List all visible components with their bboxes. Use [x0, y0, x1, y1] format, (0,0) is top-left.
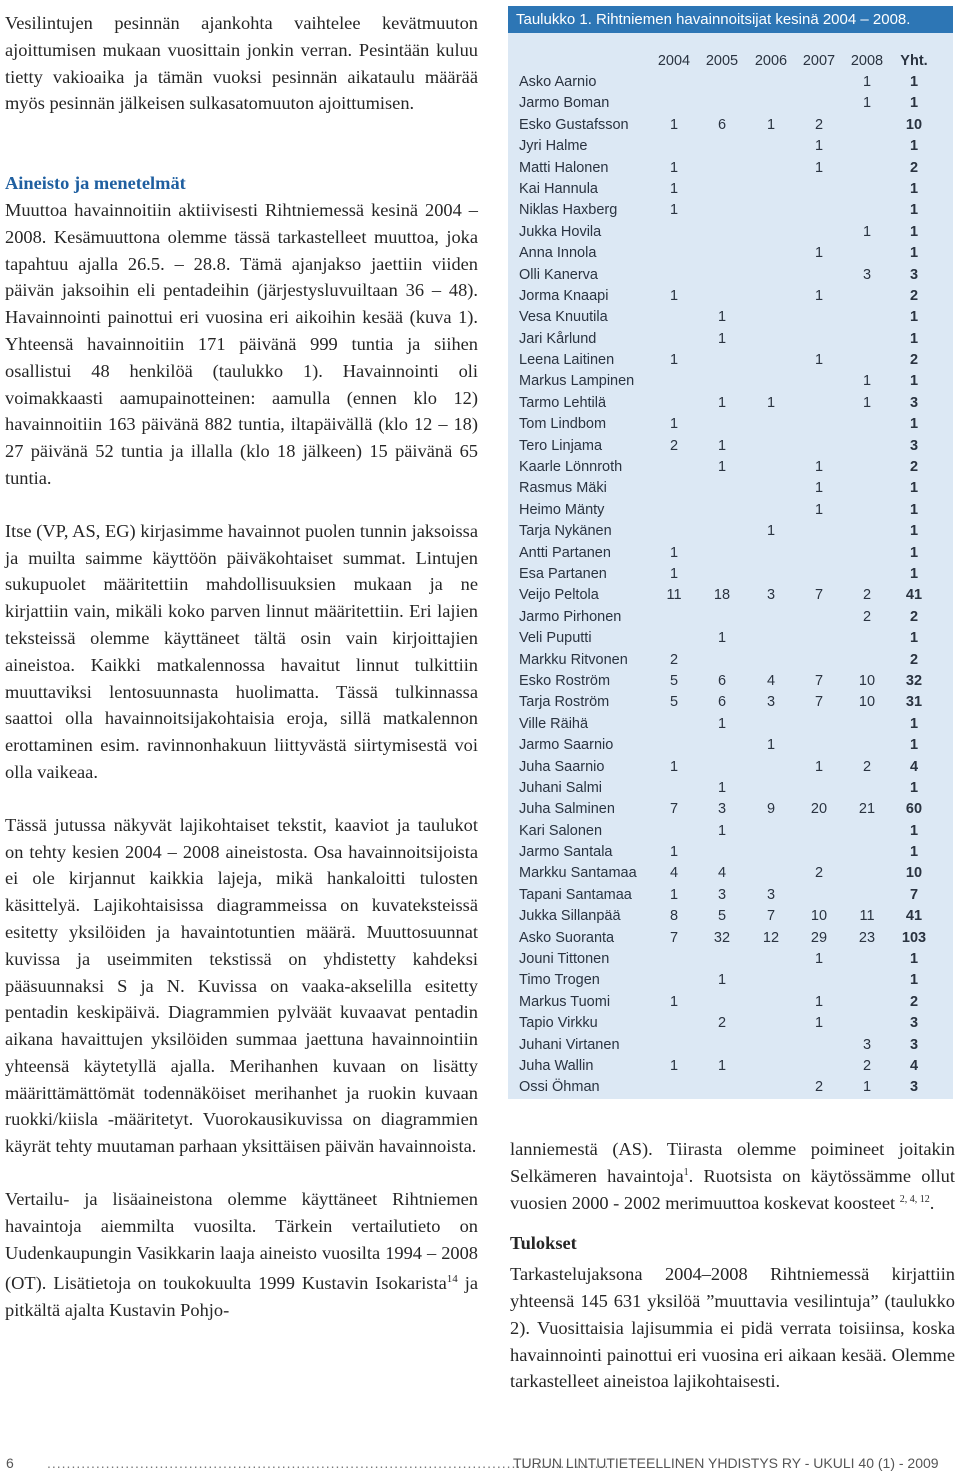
observer-name: Jarmo Pirhonen — [519, 608, 622, 625]
year-count-cell: 2 — [814, 1079, 824, 1096]
year-count-cell: 6 — [717, 672, 727, 689]
year-count-cell: 1 — [669, 287, 679, 304]
total-cell: 10 — [905, 116, 923, 133]
observer-name: Asko Suoranta — [519, 929, 615, 946]
observer-name: Heimo Mänty — [519, 501, 605, 518]
observer-name: Jarmo Santala — [519, 844, 613, 861]
observer-name: Timo Trogen — [519, 972, 600, 989]
year-count-cell: 3 — [717, 886, 727, 903]
table-row — [508, 607, 953, 628]
total-cell: 1 — [909, 95, 919, 112]
header-2006: 2006 — [754, 53, 788, 69]
table-row — [508, 1056, 953, 1077]
table-row — [508, 564, 953, 585]
table-row — [508, 821, 953, 842]
year-count-cell: 1 — [717, 972, 727, 989]
table-row — [508, 200, 953, 221]
total-cell: 1 — [909, 501, 919, 518]
total-cell: 4 — [909, 758, 919, 775]
year-count-cell: 5 — [669, 694, 679, 711]
total-cell: 2 — [909, 287, 919, 304]
year-count-cell: 1 — [814, 245, 824, 262]
table-row — [508, 93, 953, 114]
table-body — [508, 72, 953, 1099]
total-cell: 1 — [909, 844, 919, 861]
observer-name: Jari Kårlund — [519, 330, 597, 347]
year-count-cell: 11 — [666, 587, 682, 604]
total-cell: 2 — [909, 352, 919, 369]
total-cell: 3 — [909, 394, 919, 411]
observer-name: Markus Tuomi — [519, 993, 611, 1010]
total-cell: 1 — [909, 74, 919, 90]
table-row — [508, 543, 953, 564]
year-count-cell: 2 — [717, 1015, 727, 1032]
observer-name: Veijo Peltola — [519, 587, 599, 604]
table-row — [508, 265, 953, 286]
observer-name: Juha Wallin — [519, 1057, 594, 1074]
header-2004: 2004 — [657, 53, 691, 69]
table-row — [508, 1035, 953, 1056]
observer-name: Olli Kanerva — [519, 266, 598, 283]
table-row — [508, 885, 953, 906]
year-count-cell: 1 — [717, 779, 727, 796]
methods-paragraph-4-text: Vertailu- ja lisäaineistona olemme käyttäneet Rihtniemen havaintoja aiemmilta vuosilta. Tärkein vertailutieto on Uudenkaupungin Vasikkarin laaja aineisto vuosilta 1994 – 2008 (OT). Lisätietoja on toukokuulta 1999 Kustavin Isokarista — [5, 1189, 478, 1294]
year-count-cell: 1 — [717, 394, 727, 411]
year-count-cell: 7 — [669, 929, 679, 946]
year-count-cell: 1 — [814, 352, 824, 369]
table-row — [508, 628, 953, 649]
table-row — [508, 436, 953, 457]
table-row — [508, 286, 953, 307]
table-row — [508, 1077, 953, 1098]
section-heading-results: Tulokset — [510, 1233, 577, 1254]
reference-superscript-2: 2, 4, 12 — [899, 1193, 930, 1205]
methods-paragraph-1: Muuttoa havainnoitiin aktiivisesti Rihtniemessä kesinä 2004 – 2008. Kesämuuttona olemme tässä tarkastelleet muuttoa, joka tapahtuu ajalla 26.5. – 28.8. Tämä ajanjakso jaettiin viiden päivän jaksoihin eli pentadeihin (järjestysluvuiltaan 36 – 48). Havainnointi painottui eri vuosina eri aikoihin kesää (kuva 1). Yhteensä havainnoitiin 171 päivänä 999 tuntia ja siihen osallistui 48 henkilöä (taulukko 1). Havainnointi oli voimakkaasti aamupainotteinen: aamulla (ennen klo 12) havainnoitiin 163 päivänä 882 tuntia, iltapäivällä (klo 12 – 18) 27 päivänä 52 tuntia ja illalla (klo 18 jälkeen) 15 päivänä 65 tuntia. — [5, 199, 478, 488]
total-cell: 2 — [909, 459, 919, 476]
total-cell: 1 — [909, 715, 919, 732]
section-heading-methods: Aineisto ja menetelmät — [5, 173, 186, 194]
table-row — [508, 115, 953, 136]
total-cell: 10 — [905, 865, 923, 882]
table-row — [508, 72, 953, 93]
right-column — [510, 1136, 955, 1395]
header-2007: 2007 — [802, 53, 836, 69]
total-cell: 1 — [909, 180, 919, 197]
table-row — [508, 863, 953, 884]
table-row — [508, 393, 953, 414]
year-count-cell: 2 — [669, 651, 679, 668]
total-cell: 1 — [909, 951, 919, 968]
observer-name: Jyri Halme — [519, 138, 588, 155]
year-count-cell: 1 — [717, 330, 727, 347]
table-row — [508, 179, 953, 200]
year-count-cell: 1 — [766, 523, 776, 540]
continuation-text-c: . — [929, 1192, 935, 1213]
total-cell: 7 — [909, 886, 919, 903]
table-row — [508, 714, 953, 735]
total-cell: 1 — [909, 565, 919, 582]
year-count-cell: 1 — [814, 501, 824, 518]
year-count-cell: 1 — [669, 886, 679, 903]
observer-name: Markus Lampinen — [519, 373, 635, 390]
total-cell: 1 — [909, 373, 919, 390]
year-count-cell: 23 — [858, 929, 876, 946]
year-count-cell: 1 — [862, 74, 872, 90]
observer-name: Markku Ritvonen — [519, 651, 628, 668]
table-row — [508, 307, 953, 328]
table-row — [508, 842, 953, 863]
table-row — [508, 585, 953, 606]
observer-name: Niklas Haxberg — [519, 202, 618, 219]
year-count-cell: 1 — [669, 844, 679, 861]
observer-name: Esko Roström — [519, 672, 611, 689]
table-row — [508, 457, 953, 478]
total-cell: 2 — [909, 651, 919, 668]
year-count-cell: 1 — [862, 394, 872, 411]
observer-name: Esa Partanen — [519, 565, 607, 582]
year-count-cell: 6 — [717, 116, 727, 133]
year-count-cell: 1 — [669, 352, 679, 369]
page-footer — [0, 1455, 960, 1475]
reference-superscript: 14 — [446, 1273, 458, 1286]
year-count-cell: 1 — [669, 544, 679, 561]
total-cell: 1 — [909, 630, 919, 647]
table-row — [508, 650, 953, 671]
table-row — [508, 906, 953, 927]
year-count-cell: 8 — [669, 908, 679, 925]
observer-name: Ossi Öhman — [519, 1079, 600, 1096]
year-count-cell: 11 — [859, 908, 875, 925]
total-cell: 103 — [901, 929, 927, 946]
year-count-cell: 1 — [862, 373, 872, 390]
table-row — [508, 970, 953, 991]
year-count-cell: 1 — [862, 95, 872, 112]
observer-name: Vesa Knuutila — [519, 309, 608, 326]
table-row — [508, 1013, 953, 1034]
year-count-cell: 1 — [814, 993, 824, 1010]
table-row — [508, 757, 953, 778]
observer-name: Tarmo Lehtilä — [519, 394, 607, 411]
total-cell: 41 — [905, 587, 923, 604]
total-cell: 3 — [909, 266, 919, 283]
year-count-cell: 3 — [766, 587, 776, 604]
total-cell: 41 — [905, 908, 923, 925]
table-row — [508, 329, 953, 350]
table-row — [508, 521, 953, 542]
year-count-cell: 1 — [669, 1057, 679, 1074]
year-count-cell: 18 — [713, 587, 731, 604]
total-cell: 60 — [905, 801, 923, 818]
year-count-cell: 1 — [717, 822, 727, 839]
year-count-cell: 7 — [669, 801, 679, 818]
year-count-cell: 3 — [766, 694, 776, 711]
table-row — [508, 671, 953, 692]
year-count-cell: 7 — [814, 694, 824, 711]
observer-name: Juha Salminen — [519, 801, 615, 818]
year-count-cell: 2 — [862, 587, 872, 604]
year-count-cell: 2 — [862, 758, 872, 775]
observer-name: Kaarle Lönnroth — [519, 459, 623, 476]
table-row — [508, 799, 953, 820]
intro-paragraph: Vesilintujen pesinnän ajankohta vaihtelee kevätmuuton ajoittumisen mukaan vuosittain jonkin verran. Pesintään kuluu tietty vakioaika ja tämän vuoksi pesinnän aikataulu määrää myös pesinnän jälkeisen sulkasatomuuton ajoittumisen. — [5, 13, 478, 114]
year-count-cell: 32 — [713, 929, 731, 946]
year-count-cell: 3 — [717, 801, 727, 818]
total-cell: 3 — [909, 1036, 919, 1053]
year-count-cell: 5 — [717, 908, 727, 925]
results-paragraph: Tarkastelujaksona 2004–2008 Rihtniemessä kirjattiin yhteensä 145 631 yksilöä ”muuttavia vesilintuja” (taulukko 2). Vuosittaisia lajisummia ei pidä verrata toisiinsa, koska havainnointi painottui eri vuosina eri aikaan kesää. Olemme tarkastelleet aineistoa lajikohtaisesti. — [510, 1264, 955, 1392]
observer-name: Jarmo Boman — [519, 95, 610, 112]
year-count-cell: 3 — [766, 886, 776, 903]
table-row — [508, 778, 953, 799]
table-row — [508, 136, 953, 157]
total-cell: 1 — [909, 416, 919, 433]
publication-name: TURUN LINTUTIETEELLINEN YHDISTYS RY - UKULI 40 (1) - 2009 — [513, 1455, 939, 1471]
total-cell: 3 — [909, 1015, 919, 1032]
year-count-cell: 5 — [669, 672, 679, 689]
observer-name: Jukka Hovila — [519, 223, 602, 240]
total-cell: 1 — [909, 972, 919, 989]
observer-name: Esko Gustafsson — [519, 116, 629, 133]
year-count-cell: 1 — [862, 1079, 872, 1096]
year-count-cell: 12 — [762, 929, 780, 946]
table-row — [508, 992, 953, 1013]
year-count-cell: 3 — [862, 266, 872, 283]
observer-name: Matti Halonen — [519, 159, 609, 176]
observer-name: Juhani Virtanen — [519, 1036, 620, 1053]
table-row — [508, 243, 953, 264]
year-count-cell: 4 — [717, 865, 727, 882]
total-cell: 1 — [909, 523, 919, 540]
year-count-cell: 2 — [814, 116, 824, 133]
total-cell: 1 — [909, 330, 919, 347]
year-count-cell: 6 — [717, 694, 727, 711]
year-count-cell: 7 — [814, 672, 824, 689]
year-count-cell: 1 — [669, 758, 679, 775]
year-count-cell: 2 — [862, 1057, 872, 1074]
table-row — [508, 371, 953, 392]
year-count-cell: 7 — [814, 587, 824, 604]
observer-name: Tero Linjama — [519, 437, 603, 454]
observer-name: Leena Laitinen — [519, 352, 615, 369]
year-count-cell: 7 — [766, 908, 776, 925]
table-row — [508, 158, 953, 179]
year-count-cell: 1 — [814, 951, 824, 968]
observer-name: Kari Salonen — [519, 822, 603, 839]
total-cell: 1 — [909, 202, 919, 219]
total-cell: 1 — [909, 480, 919, 497]
year-count-cell: 1 — [862, 223, 872, 240]
year-count-cell: 1 — [717, 309, 727, 326]
methods-paragraph-3: Tässä jutussa näkyvät lajikohtaiset tekstit, kaaviot ja taulukot on tehty kesien 2004 – 2008 aineistosta. Osa havainnoitsijoista ei ole kirjannut kaikkia lajeja, mikä hankaloitti tulosten käsittelyä. Lajikohtaisissa diagrammeissa on kuvateksteissä esitetty yksilöiden ja havaintotuntien määrä. Muuttosuunnat kuvissa ja useimmiten tekstissä on yhdistetty kahdeksi pääsuunnaksi S ja N. Kuvissa on vaaka-akselilla esitetty pentadin keskipäivä. Diagrammien pylväät kuvaavat pentadin aikana havaittujen yksilöiden summaa jaettuna havainnointiin yhteensä käytetyllä ajalla. Merihanhen kuvaan on lisätty määrittämättömät todennäköiset merihanhet ja ruokin kuvaan ruokki/kiisla -määritetyt. Vuorokausikuvissa on diagrammien käyrät tehty muutaman parhaan yksittäisen päivän havainnoista. — [5, 814, 478, 1157]
year-count-cell: 1 — [669, 180, 679, 197]
table-row — [508, 222, 953, 243]
year-count-cell: 1 — [717, 459, 727, 476]
observer-name: Tapani Santamaa — [519, 886, 632, 903]
total-cell: 1 — [909, 737, 919, 754]
year-count-cell: 1 — [669, 565, 679, 582]
header-2008: 2008 — [850, 53, 884, 69]
year-count-cell: 1 — [814, 138, 824, 155]
table-row — [508, 350, 953, 371]
year-count-cell: 1 — [669, 202, 679, 219]
methods-paragraph-4-tail: ja pitkältä ajalta Kustavin Pohjo- — [5, 1273, 478, 1321]
table-row — [508, 949, 953, 970]
observer-name: Markku Santamaa — [519, 865, 637, 882]
year-count-cell: 1 — [766, 737, 776, 754]
reference-superscript-1: 1 — [683, 1166, 689, 1178]
observer-name: Juhani Salmi — [519, 779, 603, 796]
header-2005: 2005 — [705, 53, 739, 69]
observer-name: Juha Saarnio — [519, 758, 605, 775]
year-count-cell: 10 — [858, 694, 876, 711]
observer-name: Tarja Nykänen — [519, 523, 612, 540]
table-row — [508, 692, 953, 713]
year-count-cell: 29 — [810, 929, 828, 946]
observer-name: Rasmus Mäki — [519, 480, 607, 497]
year-count-cell: 4 — [669, 865, 679, 882]
observer-name: Antti Partanen — [519, 544, 611, 561]
year-count-cell: 1 — [717, 437, 727, 454]
total-cell: 3 — [909, 437, 919, 454]
table-row — [508, 928, 953, 949]
observer-name: Kai Hannula — [519, 180, 598, 197]
observer-name: Jouni Tittonen — [519, 951, 610, 968]
total-cell: 2 — [909, 993, 919, 1010]
total-cell: 31 — [905, 694, 923, 711]
continuation-text-b: . Ruotsista on käytössämme ollut vuosien 2000 - 2002 merimuuttoa koskevat koosteet — [510, 1165, 955, 1213]
year-count-cell: 2 — [669, 437, 679, 454]
year-count-cell: 2 — [814, 865, 824, 882]
table-caption: Taulukko 1. Rihtniemen havainnoitsijat kesinä 2004 – 2008. — [508, 6, 953, 33]
year-count-cell: 1 — [669, 416, 679, 433]
year-count-cell: 4 — [766, 672, 776, 689]
table-header-row — [508, 51, 953, 72]
continuation-paragraph — [510, 1136, 955, 1216]
year-count-cell: 20 — [810, 801, 828, 818]
methods-paragraph-4 — [5, 1186, 478, 1324]
year-count-cell: 1 — [766, 116, 776, 133]
year-count-cell: 9 — [766, 801, 776, 818]
year-count-cell: 1 — [814, 459, 824, 476]
year-count-cell: 1 — [766, 394, 776, 411]
year-count-cell: 2 — [862, 608, 872, 625]
year-count-cell: 1 — [669, 116, 679, 133]
total-cell: 1 — [909, 138, 919, 155]
total-cell: 2 — [909, 159, 919, 176]
total-cell: 1 — [909, 779, 919, 796]
total-cell: 3 — [909, 1079, 919, 1096]
observer-name: Jarmo Saarnio — [519, 737, 614, 754]
year-count-cell: 10 — [810, 908, 828, 925]
table-row — [508, 500, 953, 521]
observer-name: Anna Innola — [519, 245, 597, 262]
year-count-cell: 3 — [862, 1036, 872, 1053]
total-cell: 4 — [909, 1057, 919, 1074]
year-count-cell: 1 — [814, 758, 824, 775]
total-cell: 1 — [909, 223, 919, 240]
total-cell: 1 — [909, 309, 919, 326]
total-cell: 32 — [905, 672, 923, 689]
year-count-cell: 1 — [669, 159, 679, 176]
year-count-cell: 1 — [717, 1057, 727, 1074]
year-count-cell: 1 — [814, 1015, 824, 1032]
year-count-cell: 1 — [717, 630, 727, 647]
total-cell: 1 — [909, 544, 919, 561]
methods-paragraph-2: Itse (VP, AS, EG) kirjasimme havainnot puolen tunnin jaksoissa ja muilta saimme käyttöön päiväkohtaiset summat. Lintujen sukupuolet määritettiin mahdollisuuksien mukaan ja ne kirjattiin vain, mikäli koko parven linnut määritettiin. Eri lajien teksteissä olemme käyttäneet tältä osin vain kirjoittajien aineistoa. Kaikki matkalennossa havaitut linnut tulkittiin muuttaviksi lentosuunnasta huolimatta. Tässä tulkinnassa saattoi olla havainnoitsijakohtaisia eroja, sillä matkalennon erottaminen esim. ravinnonhakuun liittyvästä siirtymisestä voi olla vaikeaa. — [5, 520, 478, 782]
year-count-cell: 1 — [669, 993, 679, 1010]
table-row — [508, 735, 953, 756]
page-number: 6 — [6, 1455, 14, 1471]
year-count-cell: 21 — [858, 801, 876, 818]
table-row — [508, 414, 953, 435]
observer-name: Jukka Sillanpää — [519, 908, 621, 925]
left-column — [5, 10, 478, 1324]
year-count-cell: 1 — [717, 715, 727, 732]
year-count-cell: 1 — [814, 287, 824, 304]
total-cell: 1 — [909, 245, 919, 262]
continuation-text-a: lanniemestä (AS). Tiirasta olemme poimineet joitakin Selkämeren havaintoja — [510, 1139, 955, 1186]
year-count-cell: 10 — [858, 672, 876, 689]
observer-name: Tapio Virkku — [519, 1015, 598, 1032]
header-total: Yht. — [900, 53, 928, 69]
observer-name: Veli Puputti — [519, 630, 592, 647]
observer-name: Jorma Knaapi — [519, 287, 609, 304]
observer-name: Asko Aarnio — [519, 74, 597, 90]
observer-name: Tarja Roström — [519, 694, 610, 711]
observer-name: Ville Räihä — [519, 715, 589, 732]
observer-name: Tom Lindbom — [519, 416, 607, 433]
table-row — [508, 478, 953, 499]
year-count-cell: 1 — [814, 480, 824, 497]
total-cell: 2 — [909, 608, 919, 625]
year-count-cell: 1 — [814, 159, 824, 176]
footer-dotted-leader: ................................................................................................................... — [47, 1455, 610, 1471]
observers-table — [508, 6, 953, 1099]
total-cell: 1 — [909, 822, 919, 839]
